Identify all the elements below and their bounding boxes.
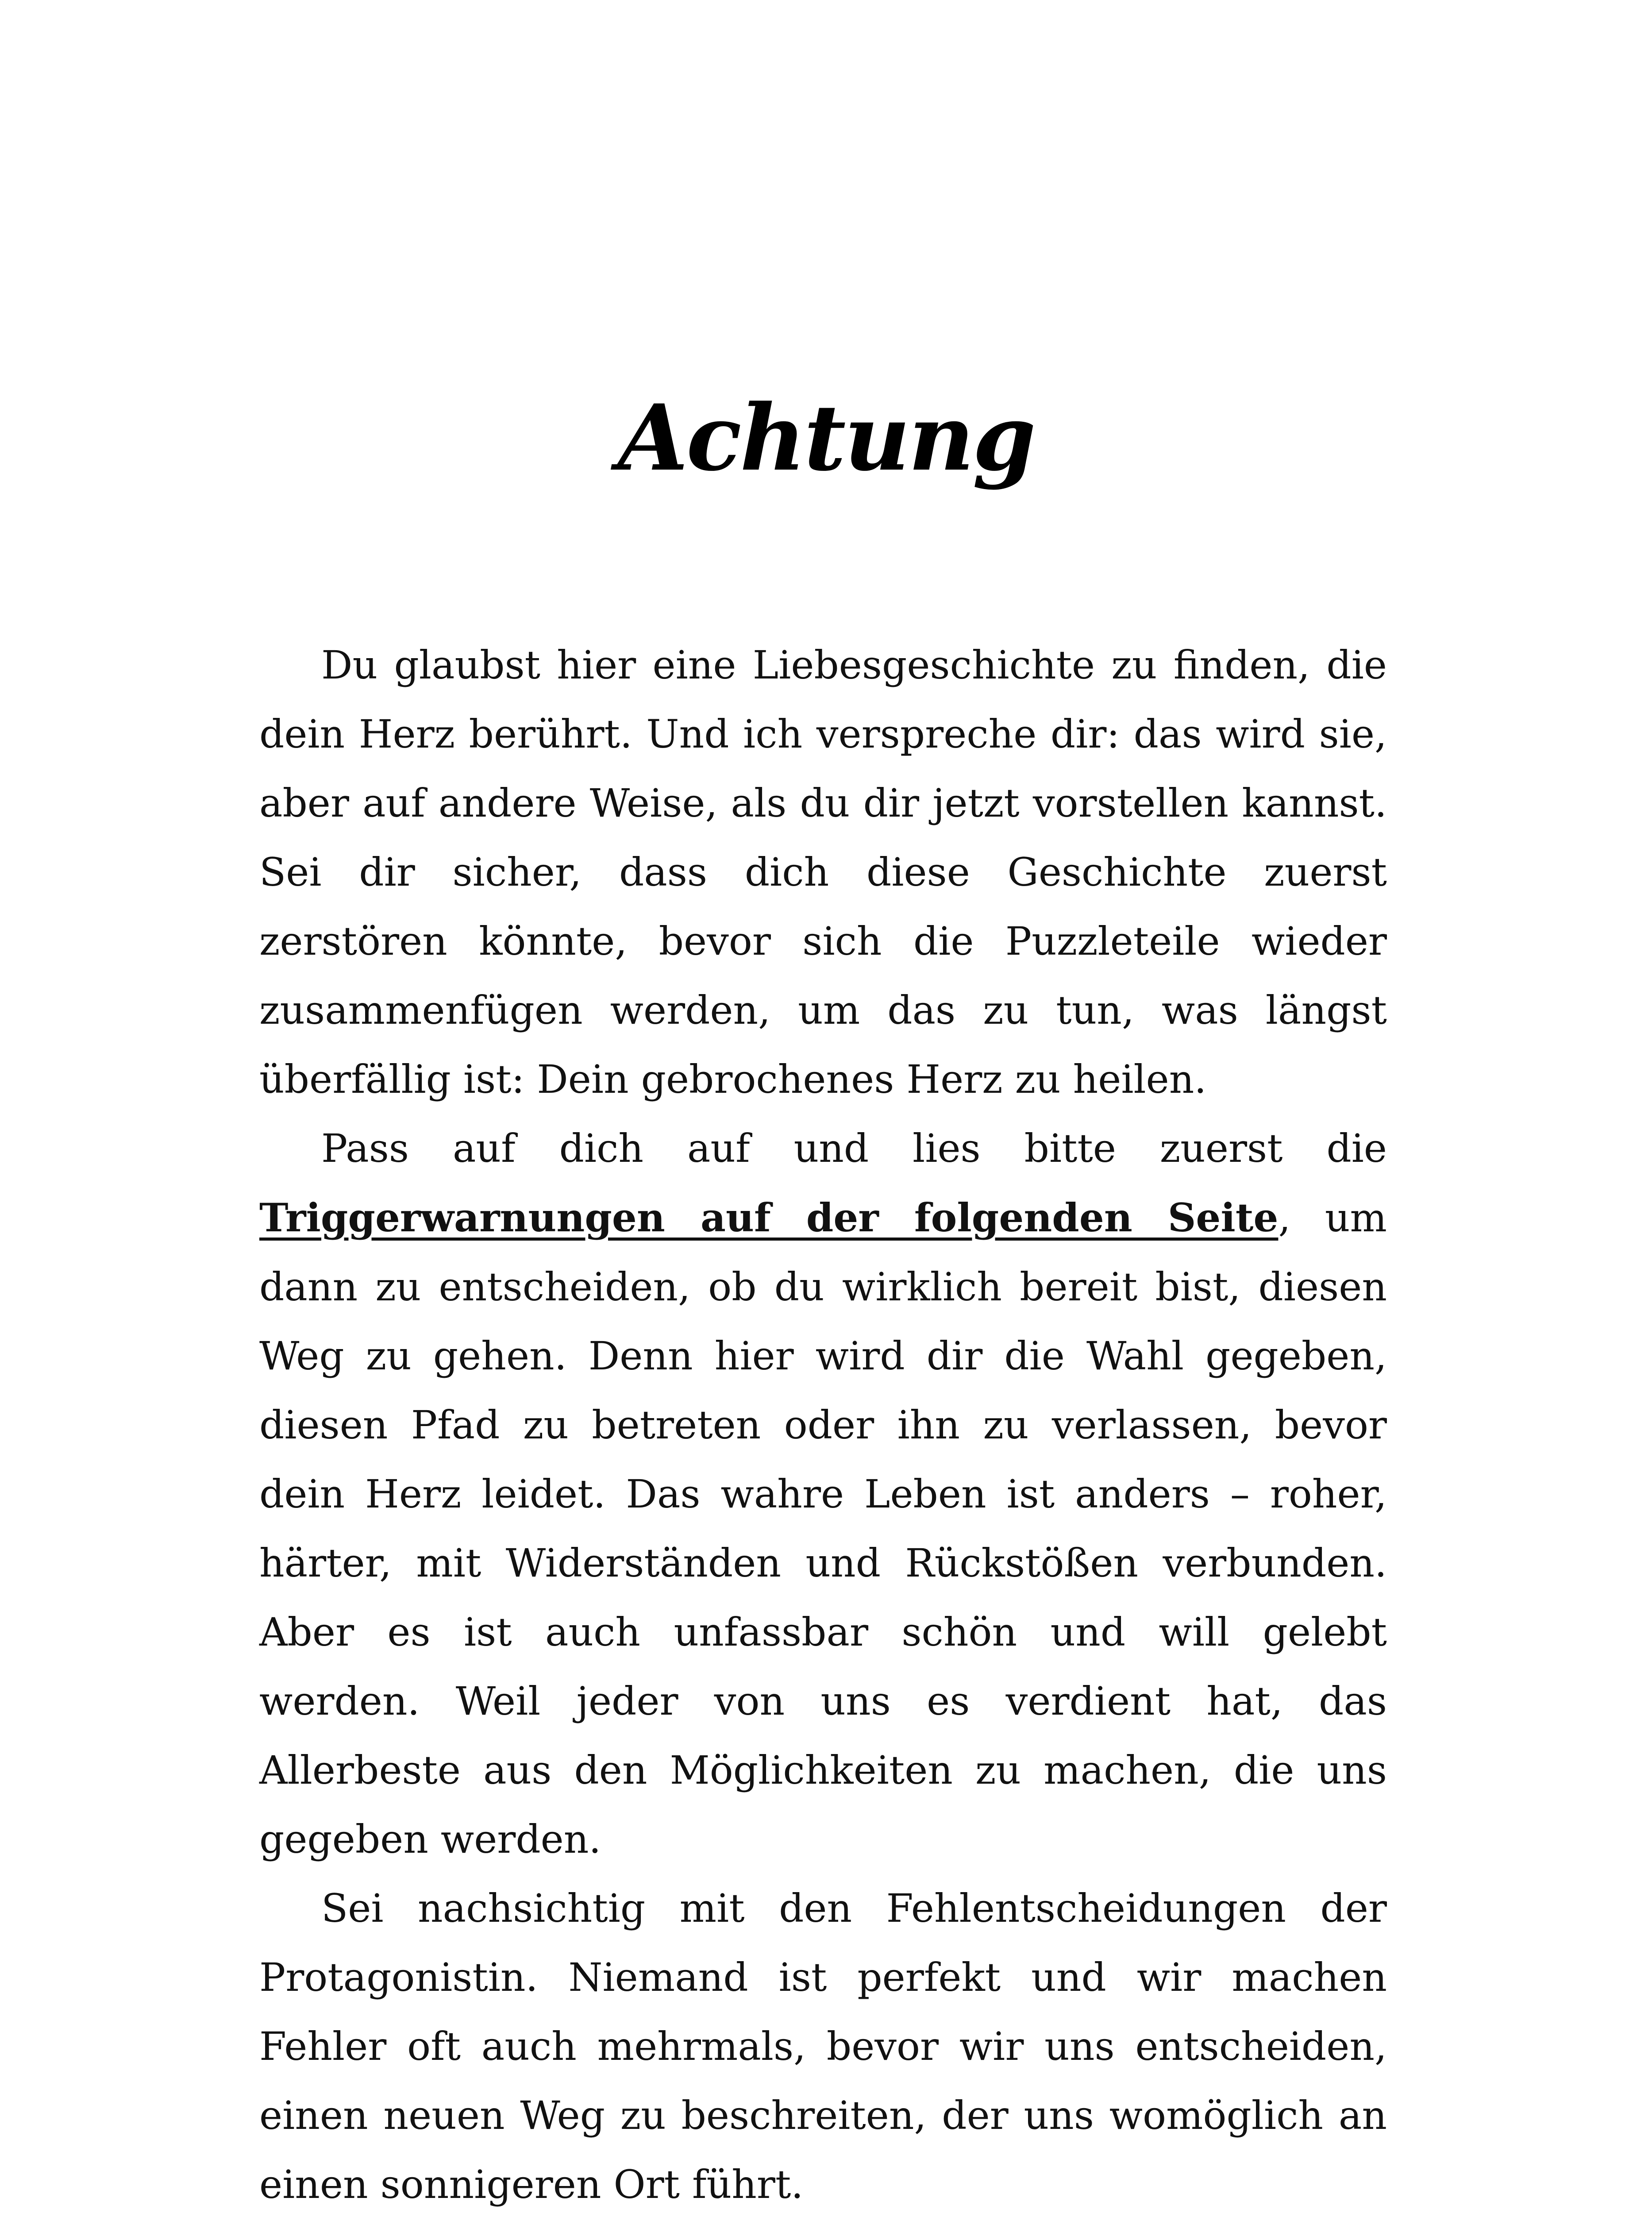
body-text xyxy=(259,631,1387,2213)
paragraph-trigger-warning-start: Pass auf dich auf und lies bitte zuerst die xyxy=(321,1126,1387,1171)
paragraph-intro: Du glaubst hier eine Liebesgeschichte zu finden, die dein Herz berührt. Und ich verspreche dir: das wird sie, aber auf andere Weise, als du dir jetzt vorstellen kannst. Sei dir sicher, dass dich diese Geschichte zuerst zerstören könnte, bevor sich die Puzzleteile wieder zusammenfügen werden, um das zu tun, was längst überfällig ist: Dein gebrochenes Herz zu heilen. xyxy=(259,642,1387,1102)
trigger-warnings-link[interactable]: Triggerwarnungen auf der folgenden Seite xyxy=(259,1195,1278,1241)
paragraph-trigger-warning xyxy=(259,1114,1387,1874)
page-title: Achtung xyxy=(617,385,1035,491)
paragraph-protagonist: Sei nachsichtig mit den Fehlentscheidungen der Protagonistin. Niemand ist perfekt und wir machen Fehler oft auch mehrmals, bevor wir uns entscheiden, einen neuen Weg zu beschreiten, der uns womöglich an einen sonnigeren Ort führt. xyxy=(259,1885,1387,2207)
paragraph-trigger-warning-end: , um dann zu entscheiden, ob du wirklich bereit bist, diesen Weg zu gehen. Denn hier wird dir die Wahl gegeben, diesen Pfad zu betreten oder ihn zu verlassen, bevor dein Herz leidet. Das wahre Leben ist anders – roher, härter, mit Widerständen und Rückstößen verbunden. Aber es ist auch unfassbar schön und will gelebt werden. Weil jeder von uns es verdient hat, das Allerbeste aus den Möglichkeiten zu machen, die uns gegeben werden. xyxy=(259,1195,1387,1862)
